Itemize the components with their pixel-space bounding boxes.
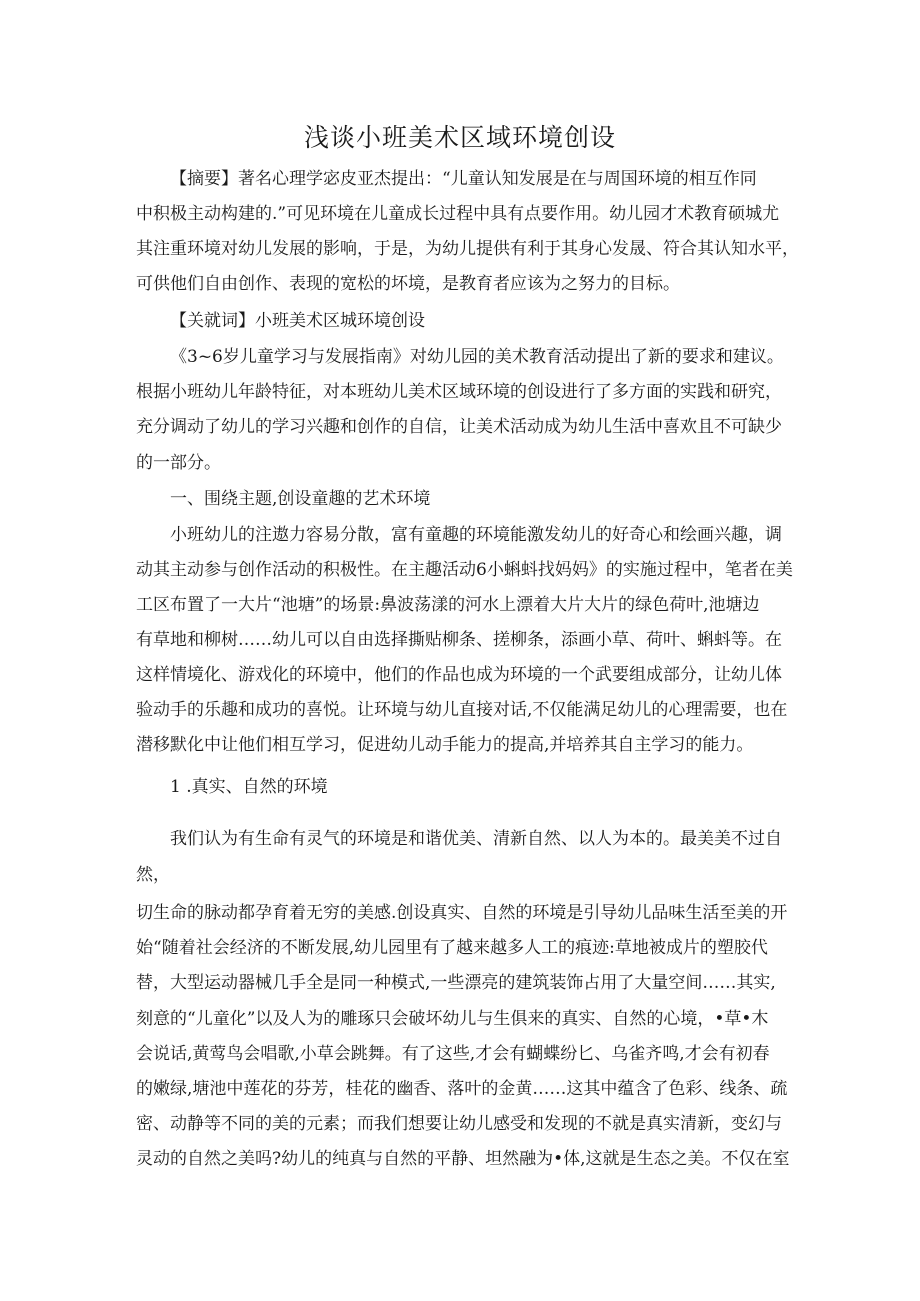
subsection1-line-1: 我们认为有生命有灵气的环境是和谐优美、清新自然、以人为本的。最美美不过自 [170, 829, 782, 849]
subsection1-line-6: 刻意的“儿童化”以及人为的雕琢只会破坏幼儿与生俱来的真实、自然的心境，•草•木 [136, 1009, 769, 1029]
intro-line-3: 充分调动了幼儿的学习兴趣和创作的自信，让美术活动成为幼儿生活中喜欢且不可缺少 [136, 417, 782, 437]
abstract-line-2: 中积极主动构建的.”可见环境在儿童成长过程中具有点要作用。幼儿园才术教育硕城尤 [136, 204, 780, 224]
keywords-line: 【关就词】小班美术区城环境创设 [170, 311, 425, 331]
intro-line-4: 的一部分。 [136, 453, 221, 473]
section1-line-4: 有草地和柳树……幼儿可以自由选择撕贴柳条、搓柳条，添画小草、荷叶、蝌蚪等。在 [136, 630, 782, 650]
subsection1-line-5: 替，大型运动器械几手全是同一种模式,一些漂亮的建筑装饰占用了大量空间……其实, [136, 973, 776, 993]
abstract-line-1: 【摘要】著名心理学宓皮亚杰提出：“儿童认知发展是在与周国环境的相互作同 [170, 169, 757, 189]
subsection1-line-10: 灵动的自然之美吗?幼儿的纯真与自然的平静、坦然融为•体,这就是生态之美。不仅在室 [136, 1149, 790, 1169]
subsection1-line-8: 的嫩绿,塘池中莲花的芬芳，桂花的幽香、落叶的金黄……这其中蕴含了色彩、线条、疏 [136, 1079, 788, 1099]
section-heading-1: 一、围绕主题,创设童趣的艺术环境 [170, 489, 431, 509]
abstract-line-3: 其注重环境对幼儿发展的影响，于是，为幼儿提供有利于其身心发晟、符合其认知水平， [136, 239, 799, 259]
subsection1-line-2: 然， [136, 865, 170, 885]
section1-line-1: 小班幼儿的注遨力容易分散，富有童趣的环境能激发幼儿的好奇心和绘画兴趣，调 [170, 525, 782, 545]
section1-line-2: 动其主动参与创作活动的积极性。在主趣活动6小蝌蚪找妈妈》的实施过程中，笔者在美 [136, 560, 793, 580]
subsection1-line-3: 切生命的脉动都孕育着无穷的美感.创设真实、自然的环境是引导幼儿品味生活至美的开 [136, 903, 788, 923]
intro-line-2: 根据小班幼儿年龄特征，对本班幼儿美术区域环境的创设进行了多方面的实践和研究， [136, 382, 782, 402]
section1-line-6: 验动手的乐趣和成功的喜悦。让环境与幼儿直接对话,不仅能满足幼儿的心理需要，也在 [136, 700, 788, 720]
subsection1-line-4: 始“随着社会经济的不断发展,幼儿园里有了越来越多人工的痕迹:草地被成片的塑胶代 [136, 938, 768, 958]
subsection1-line-7: 会说话,黄莺鸟会唱歌,小草会跳舞。有了这些,才会有蝴蝶纷匕、乌雀齐鸣,才会有初春 [136, 1044, 770, 1064]
subsection1-line-9: 密、动静等不同的美的元素；而我们想要让幼儿感受和发现的不就是真实清新，变幻与 [136, 1114, 782, 1134]
section1-line-7: 潜移默化中让他们相互学习，促进幼儿动手能力的提高,并培养其自主学习的能力。 [136, 735, 754, 755]
abstract-line-4: 可供他们自由创作、表现的宽松的坏境，是教育者应该为之努力的目标。 [136, 274, 680, 294]
section1-line-5: 这样情境化、游戏化的环境中，他们的作品也成为环境的一个武要组成部分，让幼儿体 [136, 665, 782, 685]
subsection-heading-1: 1 .真实、自然的环境 [170, 777, 328, 797]
intro-line-1: 《3~6岁儿童学习与发展指南》对幼儿园的美术教育活动提出了新的要求和建议。 [170, 347, 784, 367]
section1-line-3: 工区布置了一大片“池塘”的场景:鼻波荡漾的河水上漂着大片大片的绿色荷叶,池塘边 [136, 595, 760, 615]
document-title: 浅谈小班美术区域环境创设 [303, 123, 616, 152]
